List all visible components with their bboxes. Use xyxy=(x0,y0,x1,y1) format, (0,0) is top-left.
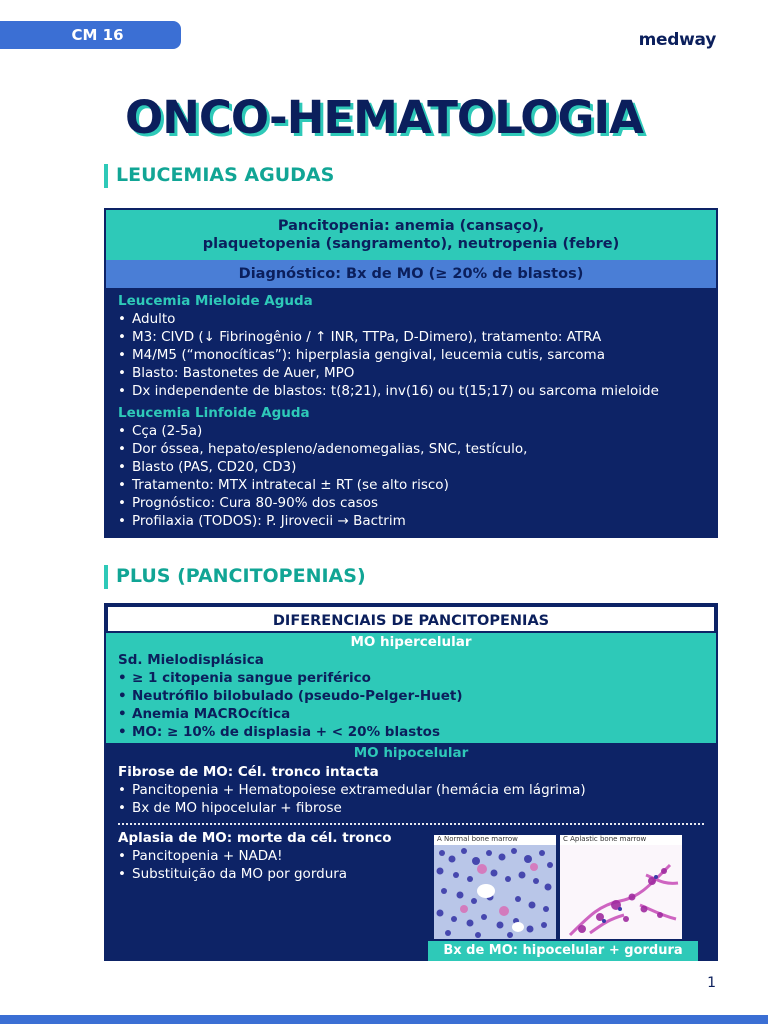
lla-list xyxy=(118,422,704,530)
list-item: • Tratamento: MTX intratecal ± RT (se alto risco) xyxy=(118,476,704,494)
page-title: ONCO-HEMATOLOGIA xyxy=(124,91,643,144)
list-item: • Neutrófilo bilobulado (pseudo-Pelger-Huet) xyxy=(118,687,704,705)
hipocelular-band: MO hipocelular xyxy=(353,745,469,761)
normal-marrow-caption: A Normal bone marrow xyxy=(437,835,518,843)
normal-marrow-histology xyxy=(434,835,556,939)
aplastic-marrow-histology xyxy=(560,835,682,939)
list-item: • M4/M5 (“monocíticas”): hiperplasia gengival, leucemia cutis, sarcoma xyxy=(118,346,704,364)
hipercelular-band: MO hipercelular xyxy=(350,634,472,650)
normal-bone-marrow-image xyxy=(434,835,556,939)
list-item: • Substituição da MO por gordura xyxy=(118,865,704,883)
list-item: • M3: CIVD (↓ Fibrinogênio / ↑ INR, TTPa, D-Dimero), tratamento: ATRA xyxy=(118,328,704,346)
list-item: • Pancitopenia + NADA! xyxy=(118,847,704,865)
fibrose-title: Fibrose de MO: Cél. tronco intacta xyxy=(118,764,379,780)
list-item: • Pancitopenia + Hematopoiese extramedular (hemácia em lágrima) xyxy=(118,781,704,799)
list-item: • Dx independente de blastos: t(8;21), inv(16) ou t(15;17) ou sarcoma mieloide xyxy=(118,382,704,400)
list-item: • Anemia MACROcítica xyxy=(118,705,704,723)
aplastic-bone-marrow-image xyxy=(560,835,682,939)
list-item: • Adulto xyxy=(118,310,704,328)
footer-bar xyxy=(0,1015,768,1024)
sd-mielodisplasica-title: Sd. Mielodisplásica xyxy=(118,652,264,668)
chapter-tag-label: CM 16 xyxy=(71,26,124,44)
lla-title: Leucemia Linfoide Aguda xyxy=(118,405,310,421)
list-item: • Cça (2-5a) xyxy=(118,422,704,440)
list-item: • Blasto (PAS, CD20, CD3) xyxy=(118,458,704,476)
pancitopenia-header xyxy=(106,210,716,260)
pancitopenia-line-1: Pancitopenia: anemia (cansaço), xyxy=(277,218,545,234)
list-item: • MO: ≥ 10% de displasia + < 20% blastos xyxy=(118,723,704,741)
list-item: • ≥ 1 citopenia sangue periférico xyxy=(118,669,704,687)
lma-list xyxy=(118,310,704,400)
section-heading-pancitopenias: PLUS (PANCITOPENIAS) xyxy=(104,564,366,588)
diagnosis-row: Diagnóstico: Bx de MO (≥ 20% de blastos) xyxy=(106,260,716,288)
list-item: • Dor óssea, hepato/espleno/adenomegalias, SNC, testículo, xyxy=(118,440,704,458)
chapter-tag xyxy=(0,21,181,49)
list-item: • Bx de MO hipocelular + fibrose xyxy=(118,799,704,817)
leucemias-table xyxy=(104,208,718,538)
brand-logo: medway xyxy=(638,30,716,50)
page-number: 1 xyxy=(707,975,716,991)
sd-list xyxy=(118,669,704,741)
pancitopenia-line-2: plaquetopenia (sangramento), neutropenia (febre) xyxy=(202,236,620,252)
fibrose-list xyxy=(118,781,704,817)
lma-title: Leucemia Mieloide Aguda xyxy=(118,293,313,309)
leucemias-body xyxy=(106,288,716,530)
image-footer-caption: Bx de MO: hipocelular + gordura xyxy=(428,941,698,961)
list-item: • Prognóstico: Cura 80-90% dos casos xyxy=(118,494,704,512)
pancitopenias-table xyxy=(104,603,718,961)
hipercelular-block xyxy=(106,633,716,743)
aplastic-marrow-caption: C Aplastic bone marrow xyxy=(563,835,647,843)
bone-marrow-images xyxy=(434,835,683,958)
aplasia-title: Aplasia de MO: morte da cél. tronco xyxy=(118,830,392,846)
list-item: • Blasto: Bastonetes de Auer, MPO xyxy=(118,364,704,382)
list-item: • Profilaxia (TODOS): P. Jirovecii → Bactrim xyxy=(118,512,704,530)
section-heading-leucemias: LEUCEMIAS AGUDAS xyxy=(104,163,334,187)
divider xyxy=(118,823,704,825)
table-title: DIFERENCIAIS DE PANCITOPENIAS xyxy=(106,605,716,633)
